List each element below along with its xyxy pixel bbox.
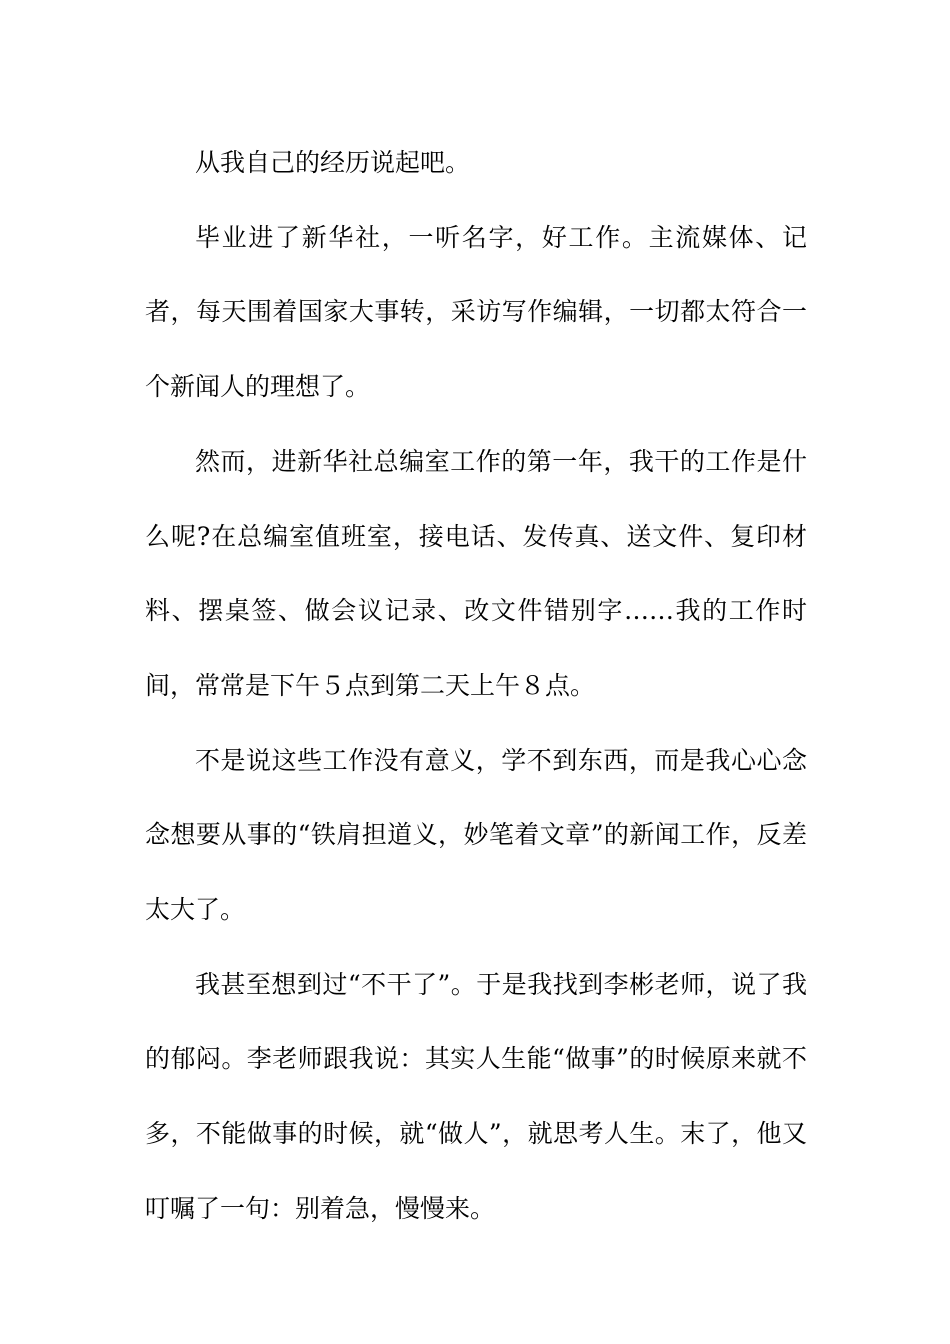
paragraph-5: 我甚至想到过“不干了”。于是我找到李彬老师，说了我的郁闷。李老师跟我说：其实人生能“做事”的时候原来就不多，不能做事的时候，就“做人”，就思考人生。末了，他又叮嘱了一句：别着急，慢慢来。 [145, 969, 807, 1223]
paragraph-1: 从我自己的经历说起吧。 [195, 148, 471, 177]
paragraph-2: 毕业进了新华社，一听名字，好工作。主流媒体、记者，每天围着国家大事转，采访写作编辑，一切都太符合一个新闻人的理想了。 [145, 222, 807, 402]
document-body [145, 126, 807, 1247]
paragraph-3: 然而，进新华社总编室工作的第一年，我干的工作是什么呢?在总编室值班室，接电话、发传真、送文件、复印材料、摆桌签、做会议记录、改文件错别字……我的工作时间，常常是下午５点到第二天上午８点。 [145, 446, 807, 700]
paragraph-4: 不是说这些工作没有意义，学不到东西，而是我心心念念想要从事的“铁肩担道义，妙笔着文章”的新闻工作，反差太大了。 [145, 745, 807, 925]
